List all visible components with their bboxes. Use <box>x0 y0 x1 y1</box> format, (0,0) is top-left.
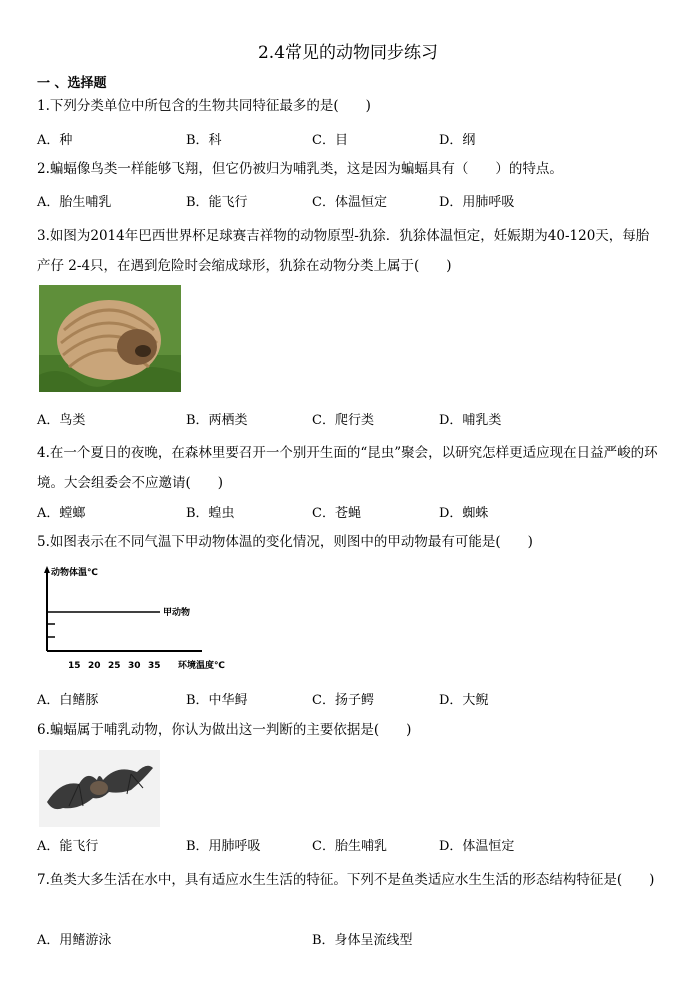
question-4-options <box>37 502 657 520</box>
question-1: 1.下列分类单位中所包含的生物共同特征最多的是( ) <box>37 98 371 114</box>
option-b[interactable]: B．中华鲟 <box>186 693 248 708</box>
x-tick-label: 30 <box>128 661 141 671</box>
x-tick-label: 35 <box>148 661 161 671</box>
question-5-options <box>37 689 657 707</box>
option-a[interactable]: A．胎生哺乳 <box>37 195 112 210</box>
option-d[interactable]: D．体温恒定 <box>439 839 515 854</box>
page-title: 2.4常见的动物同步练习 <box>257 43 439 63</box>
option-b[interactable]: B．能飞行 <box>186 195 248 210</box>
x-tick-label: 25 <box>108 661 121 671</box>
option-b[interactable]: B．蝗虫 <box>186 506 235 521</box>
armadillo-photo <box>39 285 181 392</box>
question-6: 6.蝙蝠属于哺乳动物，你认为做出这一判断的主要依据是( ) <box>37 722 412 738</box>
option-b[interactable]: B．两栖类 <box>186 413 248 428</box>
option-a[interactable]: A．鸟类 <box>37 413 86 428</box>
x-axis-label: 环境温度℃ <box>178 661 225 671</box>
body-temperature-chart <box>37 563 247 673</box>
question-3: 3.如图为2014年巴西世界杯足球赛吉祥物的动物原型-犰狳．犰狳体温恒定，妊娠期为40-120天，每胎产仔 2-4只，在遇到危险时会缩成球形，犰狳在动物分类上属于( ) <box>37 228 650 274</box>
x-tick-labels <box>68 661 161 671</box>
y-axis-arrow <box>44 566 50 573</box>
question-3-options <box>37 409 657 427</box>
option-c[interactable]: C．胎生哺乳 <box>312 839 387 854</box>
option-c[interactable]: C．苍蝇 <box>312 506 361 521</box>
option-b[interactable]: B．身体呈流线型 <box>312 933 413 948</box>
bat-photo <box>39 750 160 827</box>
option-a[interactable]: A．能飞行 <box>37 839 99 854</box>
option-c[interactable]: C．目 <box>312 133 348 148</box>
question-2: 2.蝙蝠像鸟类一样能够飞翔，但它仍被归为哺乳类，这是因为蝙蝠具有（ ）的特点。 <box>37 161 563 177</box>
option-d[interactable]: D．纲 <box>439 133 476 148</box>
option-d[interactable]: D．蜘蛛 <box>439 506 489 521</box>
option-a[interactable]: A．种 <box>37 133 73 148</box>
x-tick-label: 20 <box>88 661 101 671</box>
question-7: 7.鱼类大多生活在水中，具有适应水生生活的特征。下列不是鱼类适应水生生活的形态结构特征是( ) <box>37 872 655 888</box>
option-d[interactable]: D．哺乳类 <box>439 413 502 428</box>
question-1-options <box>37 129 657 147</box>
option-a[interactable]: A．用鳍游泳 <box>37 933 112 948</box>
option-a[interactable]: A．白鳍豚 <box>37 693 99 708</box>
question-6-options <box>37 835 657 853</box>
option-c[interactable]: C．爬行类 <box>312 413 374 428</box>
option-b[interactable]: B．用肺呼吸 <box>186 839 261 854</box>
y-axis-label: 动物体温℃ <box>51 568 98 578</box>
option-d[interactable]: D．大鲵 <box>439 693 489 708</box>
question-2-options <box>37 191 657 209</box>
question-4: 4.在一个夏日的夜晚，在森林里要召开一个别开生面的“昆虫”聚会，以研究怎样更适应现在日益严峻的环境。大会组委会不应邀请( ) <box>37 445 658 491</box>
series-label: 甲动物 <box>163 608 191 618</box>
option-c[interactable]: C．体温恒定 <box>312 195 387 210</box>
option-a[interactable]: A．螳螂 <box>37 506 86 521</box>
option-c[interactable]: C．扬子鳄 <box>312 693 374 708</box>
section-heading: 一 、选择题 <box>37 76 107 91</box>
option-b[interactable]: B．科 <box>186 133 222 148</box>
x-tick-label: 15 <box>68 661 81 671</box>
question-7-options <box>37 929 657 947</box>
option-d[interactable]: D．用肺呼吸 <box>439 195 515 210</box>
question-5: 5.如图表示在不同气温下甲动物体温的变化情况，则图中的甲动物最有可能是( ) <box>37 534 533 550</box>
